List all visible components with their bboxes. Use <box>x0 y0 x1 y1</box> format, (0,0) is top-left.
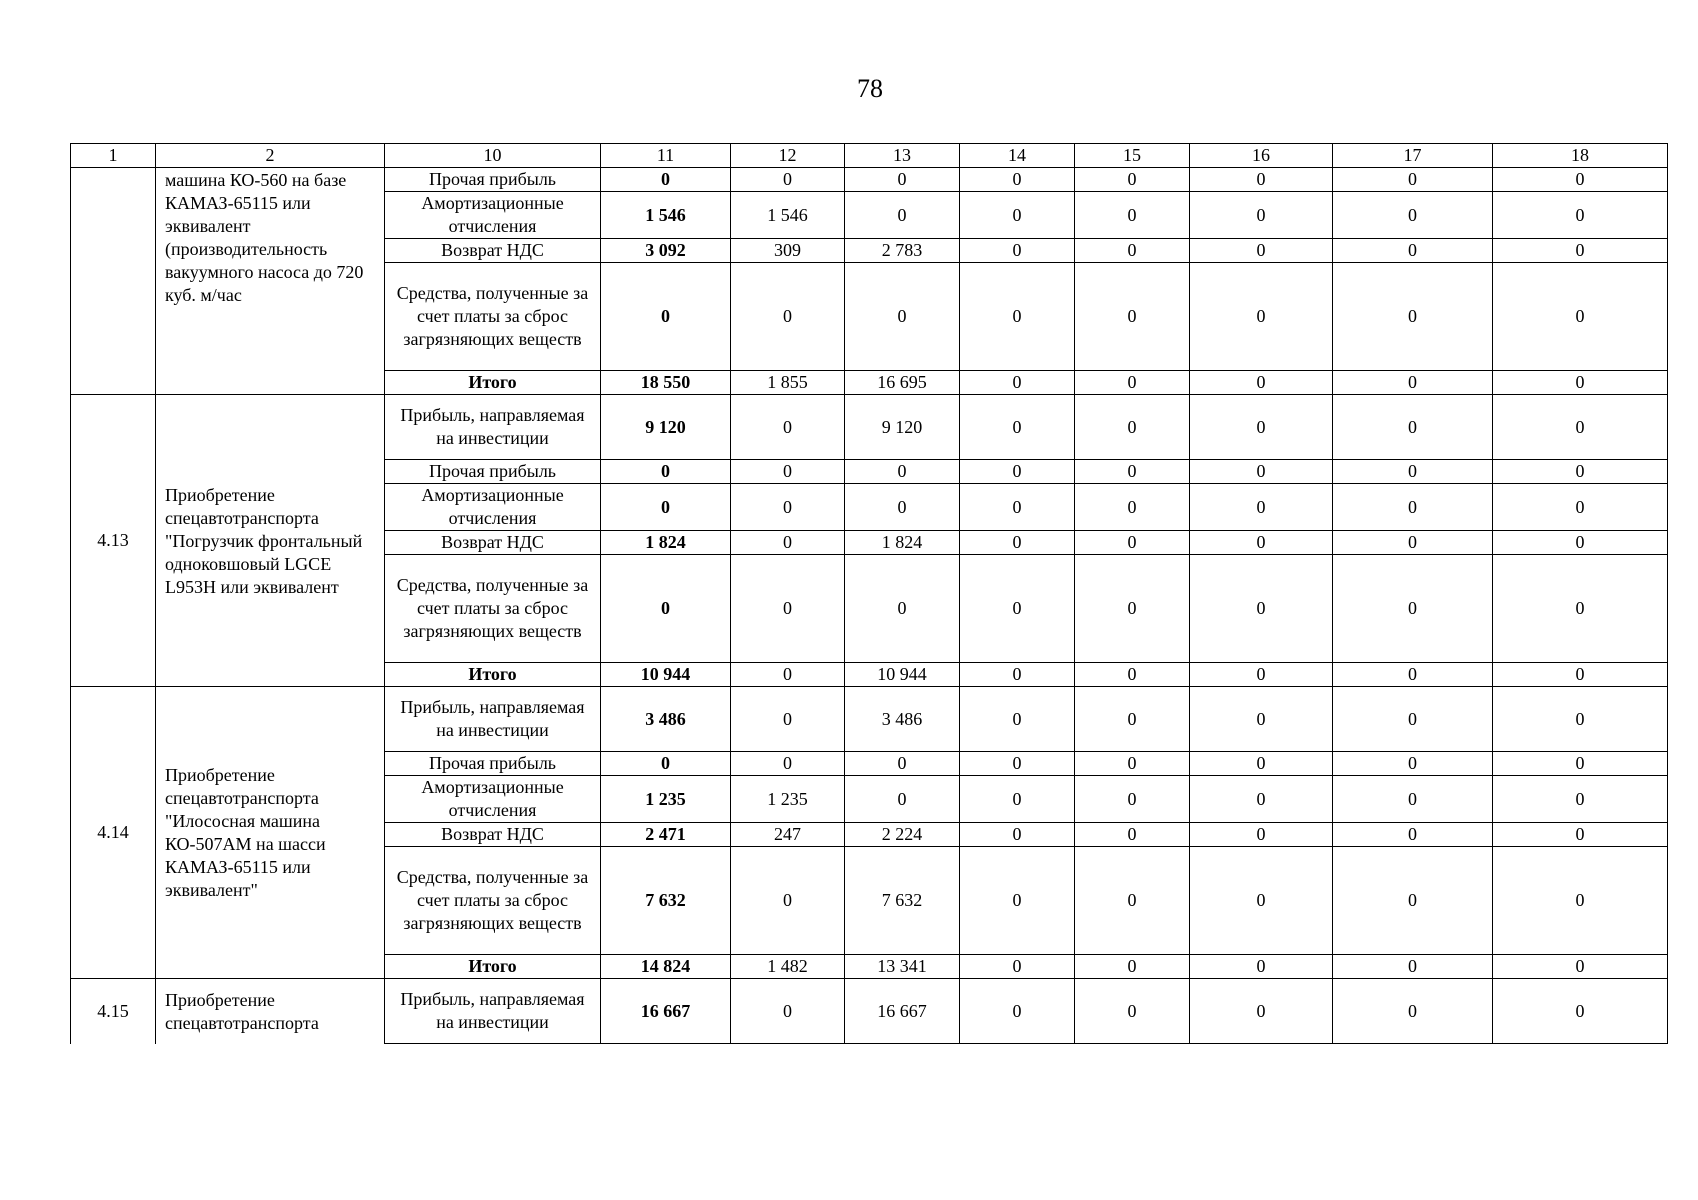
value-cell: 0 <box>731 663 845 687</box>
value-cell: 2 783 <box>845 239 960 263</box>
table-row <box>71 168 1668 192</box>
funding-source: Прибыль, направляемая на инвестиции <box>385 687 601 752</box>
value-cell-total: 2 471 <box>601 823 731 847</box>
value-cell: 0 <box>1075 752 1190 776</box>
funding-source: Прибыль, направляемая на инвестиции <box>385 395 601 460</box>
value-cell: 0 <box>731 531 845 555</box>
table-row <box>71 979 1668 1044</box>
value-cell: 0 <box>1333 663 1493 687</box>
table-row <box>71 395 1668 460</box>
value-cell: 0 <box>1333 823 1493 847</box>
funding-source: Амортизационные отчисления <box>385 192 601 239</box>
item-name: Приобретение спецавтотранспорта "Илососная машина КО-507АМ на шасси КАМАЗ-65115 или эквивалент" <box>156 687 385 979</box>
value-cell: 0 <box>1075 168 1190 192</box>
value-cell: 0 <box>731 395 845 460</box>
value-cell: 0 <box>1493 752 1668 776</box>
value-cell: 0 <box>845 263 960 371</box>
table-row <box>71 687 1668 752</box>
page-number: 78 <box>857 74 883 103</box>
value-cell: 0 <box>1493 847 1668 955</box>
funding-source: Средства, полученные за счет платы за сброс загрязняющих веществ <box>385 847 601 955</box>
value-cell-total: 3 092 <box>601 239 731 263</box>
value-cell: 0 <box>845 776 960 823</box>
value-cell: 0 <box>1493 979 1668 1044</box>
value-cell: 1 235 <box>731 776 845 823</box>
column-header-row <box>71 144 1668 168</box>
column-header: 10 <box>385 144 601 168</box>
value-cell: 0 <box>1190 663 1333 687</box>
value-cell: 0 <box>1190 395 1333 460</box>
value-cell: 0 <box>1333 555 1493 663</box>
value-cell: 13 341 <box>845 955 960 979</box>
value-cell-total: 0 <box>601 263 731 371</box>
value-cell: 0 <box>1075 531 1190 555</box>
value-cell-total: 0 <box>601 484 731 531</box>
value-cell: 0 <box>960 371 1075 395</box>
value-cell: 0 <box>1075 687 1190 752</box>
item-name: Приобретение спецавтотранспорта "Погрузчик фронтальный одноковшовый LGCE L953H или эквивалент <box>156 395 385 687</box>
column-header: 18 <box>1493 144 1668 168</box>
value-cell: 0 <box>1075 776 1190 823</box>
column-header: 15 <box>1075 144 1190 168</box>
value-cell: 0 <box>1333 979 1493 1044</box>
value-cell: 0 <box>845 460 960 484</box>
value-cell: 0 <box>1075 663 1190 687</box>
value-cell-total: 14 824 <box>601 955 731 979</box>
value-cell: 0 <box>845 168 960 192</box>
funding-source: Возврат НДС <box>385 239 601 263</box>
item-number: 4.14 <box>71 687 156 979</box>
value-cell: 0 <box>1075 371 1190 395</box>
value-cell: 0 <box>960 192 1075 239</box>
value-cell: 1 482 <box>731 955 845 979</box>
column-header: 17 <box>1333 144 1493 168</box>
value-cell: 1 855 <box>731 371 845 395</box>
value-cell: 0 <box>960 460 1075 484</box>
value-cell-total: 10 944 <box>601 663 731 687</box>
value-cell: 0 <box>960 168 1075 192</box>
value-cell: 0 <box>731 687 845 752</box>
value-cell: 0 <box>960 663 1075 687</box>
value-cell: 1 824 <box>845 531 960 555</box>
value-cell-total: 0 <box>601 555 731 663</box>
value-cell: 0 <box>1075 955 1190 979</box>
value-cell: 0 <box>1333 168 1493 192</box>
value-cell: 0 <box>1493 371 1668 395</box>
funding-source: Средства, полученные за счет платы за сброс загрязняющих веществ <box>385 263 601 371</box>
value-cell: 0 <box>1333 776 1493 823</box>
value-cell: 0 <box>1190 460 1333 484</box>
total-label: Итого <box>385 955 601 979</box>
value-cell: 0 <box>845 192 960 239</box>
value-cell: 0 <box>1190 687 1333 752</box>
value-cell: 0 <box>1075 555 1190 663</box>
value-cell: 0 <box>731 484 845 531</box>
value-cell: 0 <box>1333 955 1493 979</box>
value-cell: 0 <box>1333 752 1493 776</box>
value-cell: 0 <box>1493 687 1668 752</box>
value-cell: 0 <box>1190 192 1333 239</box>
value-cell: 0 <box>1493 776 1668 823</box>
value-cell: 0 <box>1075 484 1190 531</box>
column-header: 13 <box>845 144 960 168</box>
value-cell: 0 <box>1190 847 1333 955</box>
value-cell: 0 <box>1190 979 1333 1044</box>
value-cell: 0 <box>1075 979 1190 1044</box>
value-cell: 0 <box>960 484 1075 531</box>
value-cell: 0 <box>731 555 845 663</box>
value-cell: 0 <box>1493 663 1668 687</box>
value-cell: 0 <box>1493 168 1668 192</box>
value-cell: 0 <box>1190 531 1333 555</box>
table-body <box>71 144 1668 1044</box>
value-cell: 0 <box>731 168 845 192</box>
value-cell: 0 <box>1493 531 1668 555</box>
value-cell: 0 <box>1493 823 1668 847</box>
value-cell: 0 <box>1190 484 1333 531</box>
value-cell: 0 <box>960 239 1075 263</box>
funding-source: Амортизационные отчисления <box>385 484 601 531</box>
value-cell: 2 224 <box>845 823 960 847</box>
funding-source: Средства, полученные за счет платы за сброс загрязняющих веществ <box>385 555 601 663</box>
value-cell: 0 <box>1075 395 1190 460</box>
value-cell: 0 <box>960 395 1075 460</box>
value-cell: 0 <box>1075 823 1190 847</box>
value-cell: 10 944 <box>845 663 960 687</box>
funding-source: Возврат НДС <box>385 823 601 847</box>
value-cell: 0 <box>1075 263 1190 371</box>
value-cell: 0 <box>1190 752 1333 776</box>
value-cell: 309 <box>731 239 845 263</box>
value-cell: 0 <box>960 847 1075 955</box>
value-cell: 7 632 <box>845 847 960 955</box>
value-cell: 0 <box>1333 847 1493 955</box>
value-cell: 16 695 <box>845 371 960 395</box>
value-cell-total: 7 632 <box>601 847 731 955</box>
value-cell: 0 <box>960 687 1075 752</box>
value-cell: 0 <box>845 752 960 776</box>
value-cell: 0 <box>1075 460 1190 484</box>
value-cell: 0 <box>1493 192 1668 239</box>
value-cell-total: 3 486 <box>601 687 731 752</box>
funding-source: Возврат НДС <box>385 531 601 555</box>
value-cell-total: 0 <box>601 752 731 776</box>
column-header: 12 <box>731 144 845 168</box>
value-cell-total: 1 546 <box>601 192 731 239</box>
total-label: Итого <box>385 663 601 687</box>
value-cell: 0 <box>1493 263 1668 371</box>
value-cell: 0 <box>1190 239 1333 263</box>
value-cell: 0 <box>1190 263 1333 371</box>
value-cell-total: 0 <box>601 168 731 192</box>
value-cell: 0 <box>1190 371 1333 395</box>
value-cell: 0 <box>845 555 960 663</box>
value-cell: 0 <box>960 263 1075 371</box>
value-cell: 0 <box>731 847 845 955</box>
value-cell: 0 <box>1075 239 1190 263</box>
value-cell: 0 <box>731 263 845 371</box>
value-cell: 0 <box>731 752 845 776</box>
value-cell: 0 <box>1333 371 1493 395</box>
value-cell: 0 <box>1493 955 1668 979</box>
value-cell: 0 <box>1493 555 1668 663</box>
value-cell: 0 <box>960 531 1075 555</box>
value-cell: 0 <box>731 460 845 484</box>
column-header: 14 <box>960 144 1075 168</box>
value-cell: 0 <box>1190 776 1333 823</box>
total-label: Итого <box>385 371 601 395</box>
value-cell: 0 <box>1333 395 1493 460</box>
item-number: 4.15 <box>71 979 156 1044</box>
value-cell: 0 <box>1333 239 1493 263</box>
item-number: 4.13 <box>71 395 156 687</box>
value-cell: 0 <box>1333 192 1493 239</box>
funding-source: Амортизационные отчисления <box>385 776 601 823</box>
value-cell-total: 9 120 <box>601 395 731 460</box>
funding-source: Прочая прибыль <box>385 752 601 776</box>
investment-table <box>70 143 1668 1044</box>
value-cell: 0 <box>960 555 1075 663</box>
value-cell: 0 <box>1333 460 1493 484</box>
value-cell: 0 <box>1190 823 1333 847</box>
value-cell: 0 <box>1493 460 1668 484</box>
value-cell-total: 16 667 <box>601 979 731 1044</box>
value-cell: 0 <box>1493 395 1668 460</box>
value-cell: 0 <box>1190 555 1333 663</box>
column-header: 11 <box>601 144 731 168</box>
column-header: 16 <box>1190 144 1333 168</box>
value-cell: 0 <box>1333 263 1493 371</box>
value-cell: 0 <box>1333 531 1493 555</box>
value-cell: 0 <box>960 823 1075 847</box>
item-number <box>71 168 156 395</box>
item-name: машина КО-560 на базе КАМАЗ-65115 или эквивалент (производительность вакуумного насоса до 720 куб. м/час <box>156 168 385 395</box>
value-cell-total: 18 550 <box>601 371 731 395</box>
value-cell: 0 <box>731 979 845 1044</box>
value-cell: 0 <box>960 752 1075 776</box>
value-cell: 0 <box>1333 687 1493 752</box>
value-cell-total: 0 <box>601 460 731 484</box>
value-cell: 0 <box>1190 168 1333 192</box>
value-cell: 3 486 <box>845 687 960 752</box>
value-cell: 0 <box>1190 955 1333 979</box>
value-cell: 1 546 <box>731 192 845 239</box>
value-cell: 9 120 <box>845 395 960 460</box>
value-cell: 0 <box>1493 239 1668 263</box>
value-cell: 0 <box>1333 484 1493 531</box>
funding-source: Прибыль, направляемая на инвестиции <box>385 979 601 1044</box>
value-cell: 0 <box>960 979 1075 1044</box>
value-cell-total: 1 824 <box>601 531 731 555</box>
value-cell: 16 667 <box>845 979 960 1044</box>
value-cell: 0 <box>960 776 1075 823</box>
value-cell: 247 <box>731 823 845 847</box>
funding-source: Прочая прибыль <box>385 460 601 484</box>
column-header: 1 <box>71 144 156 168</box>
value-cell: 0 <box>960 955 1075 979</box>
value-cell-total: 1 235 <box>601 776 731 823</box>
value-cell: 0 <box>1075 192 1190 239</box>
column-header: 2 <box>156 144 385 168</box>
value-cell: 0 <box>1493 484 1668 531</box>
funding-source: Прочая прибыль <box>385 168 601 192</box>
item-name: Приобретение спецавтотранспорта <box>156 979 385 1044</box>
value-cell: 0 <box>1075 847 1190 955</box>
value-cell: 0 <box>845 484 960 531</box>
